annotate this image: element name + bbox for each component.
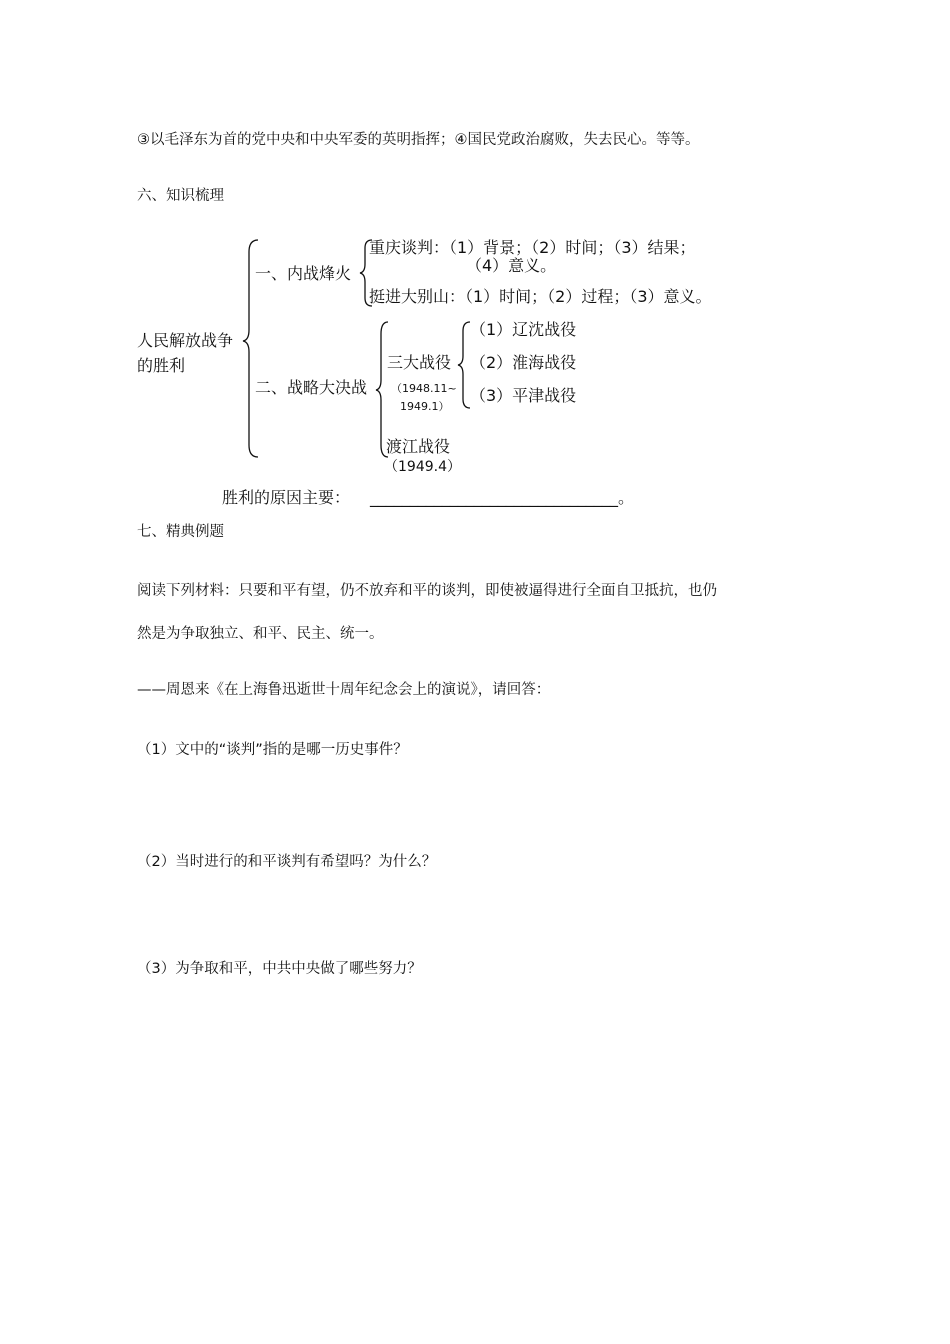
question-2: （2）当时进行的和平谈判有希望吗？为什么？ (137, 854, 437, 870)
root-label-line2: 的胜利 (137, 356, 186, 375)
dabie-mountains: 挺进大别山：（1）时间；（2）过程；（3）意义。 (369, 287, 712, 306)
section-6-heading: 六、知识梳理 (137, 188, 224, 204)
branch2-label: 二、战略大决战 (255, 378, 368, 397)
question-1: （1）文中的“谈判”指的是哪一历史事件？ (137, 742, 408, 758)
yangtze-crossing-date: （1949.4） (384, 459, 461, 475)
material-line-1: 阅读下列材料：只要和平有望，仍不放弃和平的谈判，即使被逼得进行全面自卫抵抗，也仍 (137, 583, 717, 599)
battle-pingjin: （3）平津战役 (470, 386, 577, 405)
victory-reason-label: 胜利的原因主要： (222, 488, 351, 507)
material-line-2: 然是为争取独立、和平、民主、统一。 (137, 626, 384, 642)
question-3: （3）为争取和平，中共中央做了哪些努力？ (137, 961, 422, 977)
three-campaigns-date-line1: （1948.11~ (391, 382, 457, 395)
chongqing-talks-cont: （4）意义。 (466, 256, 557, 275)
section-7-heading: 七、精典例题 (137, 524, 224, 540)
intro-line: ③以毛泽东为首的党中央和中央军委的英明指挥；④国民党政治腐败，失去民心。等等。 (137, 132, 700, 148)
victory-reason-blank: _______________________________。 (370, 488, 635, 507)
three-campaigns-date-line2: 1949.1） (400, 400, 450, 413)
material-source: ——周恩来《在上海鲁迅逝世十周年纪念会上的演说》，请回答： (137, 682, 551, 698)
chongqing-talks: 重庆谈判：（1）背景；（2）时间；（3）结果； (369, 238, 696, 257)
battle-huaihai: （2）淮海战役 (470, 353, 577, 372)
three-campaigns: 三大战役 (387, 353, 452, 372)
battles-bracket (458, 322, 470, 408)
battle-liaoshen: （1）辽沈战役 (470, 320, 577, 339)
root-label-line1: 人民解放战争 (137, 331, 234, 350)
branch1-label: 一、内战烽火 (255, 264, 352, 283)
yangtze-crossing: 渡江战役 (386, 437, 451, 456)
